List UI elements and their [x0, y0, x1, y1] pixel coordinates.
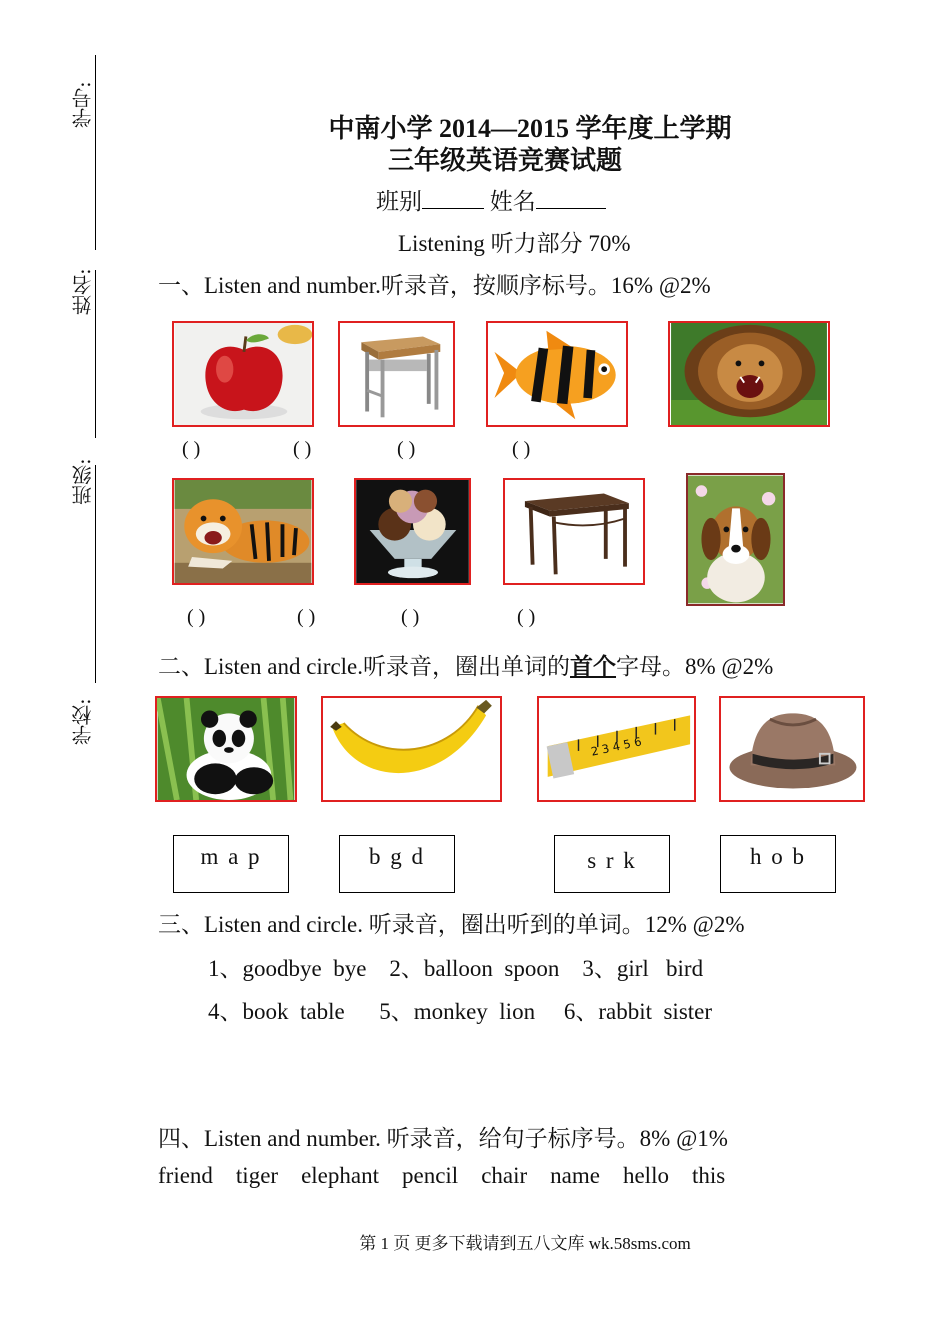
ice-cream-icon [356, 480, 469, 583]
lion-icon [670, 323, 828, 425]
letter-box-3[interactable]: s r k [554, 835, 670, 893]
school-label: 学校: [71, 698, 95, 746]
ruler-icon [539, 698, 694, 800]
section2-heading-emphasis: 首个 [570, 654, 617, 680]
banana-picture [321, 696, 502, 802]
table-icon [505, 480, 643, 583]
section2-heading-text: 二、Listen and circle.听录音，圈出单词的 [158, 654, 571, 679]
answer-paren-5[interactable]: ( ) [187, 606, 206, 628]
table-picture [503, 478, 645, 585]
fish-picture [486, 321, 628, 427]
section4-word-list [158, 1163, 725, 1189]
letter-box-4[interactable]: h o b [720, 835, 836, 893]
panda-icon [157, 698, 295, 800]
word-item: hello [622, 1163, 669, 1188]
answer-paren-2[interactable]: ( ) [293, 438, 312, 460]
name-field-label: 姓名 [489, 189, 536, 214]
section1-heading: 一、Listen and number.听录音，按顺序标号。16% @2% [158, 273, 711, 298]
class-field-label: 班别 [376, 189, 422, 214]
margin-line-2 [95, 270, 96, 438]
tiger-picture [172, 478, 314, 585]
letter-box-1[interactable]: m a p [173, 835, 289, 893]
page-footer: 第 1 页 更多下载请到五八文库 wk.58sms.com [359, 1234, 691, 1253]
ice-cream-picture [354, 478, 471, 585]
word-item: pencil [401, 1163, 459, 1188]
class-blank[interactable] [422, 190, 484, 209]
section2-heading [158, 648, 773, 681]
answer-paren-3[interactable]: ( ) [397, 438, 416, 460]
word-item: this [691, 1163, 726, 1188]
class-name-fields [376, 183, 606, 216]
word-item: friend [158, 1163, 213, 1188]
student-no-label: 学号: [71, 81, 95, 129]
answer-paren-7[interactable]: ( ) [401, 606, 420, 628]
hat-icon [721, 698, 863, 800]
tiger-icon [174, 480, 312, 583]
margin-line-3 [95, 465, 96, 683]
section4-heading: 四、Listen and number. 听录音，给句子标序号。8% @1% [158, 1126, 728, 1151]
name-blank[interactable] [536, 190, 606, 209]
section3-line-2: 4、book table 5、monkey lion 6、rabbit sister [208, 999, 713, 1024]
fish-icon [488, 323, 626, 425]
word-item: chair [481, 1163, 528, 1188]
desk-picture [338, 321, 455, 427]
lion-picture [668, 321, 830, 427]
dog-icon [688, 475, 783, 604]
section2-heading-score: 字母。8% @2% [616, 654, 774, 679]
section3-line-1: 1、goodbye bye 2、balloon spoon 3、girl bird [208, 956, 704, 981]
word-item: name [550, 1163, 600, 1188]
answer-paren-1[interactable]: ( ) [182, 438, 201, 460]
dog-picture [686, 473, 785, 606]
svg-text:2 3 4 5 6: 2 3 4 5 6 [589, 734, 643, 759]
section3-heading: 三、Listen and circle. 听录音，圈出听到的单词。12% @2% [158, 912, 745, 937]
title-line-1: 中南小学 2014—2015 学年度上学期 [328, 114, 732, 143]
answer-paren-8[interactable]: ( ) [517, 606, 536, 628]
apple-picture [172, 321, 314, 427]
name-label: 姓名: [71, 268, 95, 316]
answer-paren-4[interactable]: ( ) [512, 438, 531, 460]
panda-picture [155, 696, 297, 802]
answer-paren-6[interactable]: ( ) [297, 606, 316, 628]
listening-heading: Listening 听力部分 70% [398, 231, 631, 256]
apple-icon [174, 323, 312, 425]
word-item: elephant [301, 1163, 379, 1188]
banana-icon [323, 698, 500, 800]
letter-box-2[interactable]: b g d [339, 835, 455, 893]
word-item: tiger [235, 1163, 279, 1188]
hat-picture [719, 696, 865, 802]
desk-icon [340, 323, 453, 425]
ruler-picture [537, 696, 696, 802]
title-line-2: 三年级英语竞赛试题 [387, 146, 622, 175]
class-label: 班级: [71, 458, 95, 506]
